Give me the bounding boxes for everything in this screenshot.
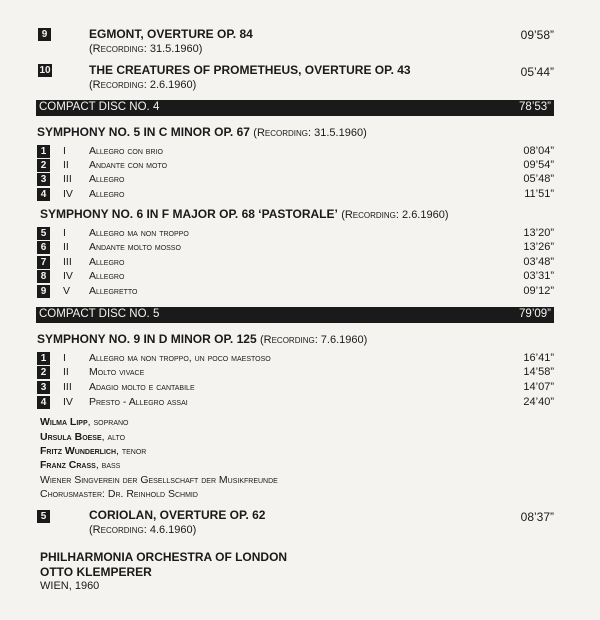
movement-numeral: III	[63, 381, 72, 393]
soloist-name: Ursula Boese	[40, 431, 102, 443]
recording-date: (Recording: 4.6.1960)	[89, 524, 197, 536]
soloist	[40, 416, 128, 428]
recording-date: (Recording: 31.5.1960)	[253, 127, 367, 139]
track-duration: 03’31”	[523, 270, 554, 282]
track-number: 3	[37, 381, 50, 394]
track-duration: 13’26”	[523, 241, 554, 253]
place-date: WIEN, 1960	[40, 580, 100, 592]
track-duration: 14’07”	[523, 381, 554, 393]
track-duration: 09’54”	[523, 159, 554, 171]
track-title: THE CREATURES OF PROMETHEUS, OVERTURE OP. 43	[89, 63, 411, 77]
movement-numeral: V	[63, 285, 71, 297]
disc-header	[36, 307, 554, 323]
track-number: 1	[37, 352, 50, 365]
track-number: 6	[37, 241, 50, 254]
track-number: 9	[37, 285, 50, 298]
movement-tempo: Allegro	[89, 188, 125, 200]
track-number: 7	[37, 256, 50, 269]
track-number: 5	[37, 510, 50, 523]
track-number: 2	[37, 366, 50, 379]
movement-numeral: III	[63, 173, 72, 185]
work-title: SYMPHONY NO. 6 IN F MAJOR OP. 68 ‘PASTORALE’	[40, 207, 338, 221]
track-duration: 16’41”	[523, 352, 554, 364]
movement-numeral: I	[63, 145, 66, 157]
recording-date: (Recording: 2.6.1960)	[89, 79, 197, 91]
movement-tempo: Allegro ma non troppo, un poco maestoso	[89, 352, 271, 364]
choir: Wiener Singverein der Gesellschaft der Musikfreunde	[40, 474, 278, 486]
track-number: 5	[37, 227, 50, 240]
track-title: CORIOLAN, OVERTURE OP. 62	[89, 508, 266, 522]
movement-numeral: IV	[63, 270, 73, 282]
soloist-role: , alto	[101, 431, 126, 443]
movement-tempo: Allegro	[89, 270, 125, 282]
soloist	[40, 445, 146, 457]
movement-numeral: II	[63, 241, 69, 253]
track-title: EGMONT, OVERTURE OP. 84	[89, 27, 253, 41]
track-duration: 11’51”	[524, 188, 554, 200]
movement-tempo: Allegro	[89, 256, 125, 268]
movement-numeral: I	[63, 227, 66, 239]
track-duration: 08’04”	[523, 145, 554, 157]
track-number: 3	[37, 173, 50, 186]
track-number: 8	[37, 270, 50, 283]
movement-numeral: IV	[63, 396, 73, 408]
work-heading	[37, 125, 367, 139]
movement-tempo: Molto vivace	[89, 366, 145, 378]
soloist-role: , tenor	[116, 445, 147, 457]
movement-numeral: II	[63, 159, 69, 171]
track-duration: 05’48”	[523, 173, 554, 185]
movement-tempo: Allegretto	[89, 285, 138, 297]
track-duration: 05’44”	[520, 65, 554, 79]
movement-numeral: IV	[63, 188, 73, 200]
work-heading	[40, 207, 449, 221]
soloist-name: Wilma Lipp	[40, 416, 88, 428]
movement-numeral: III	[63, 256, 72, 268]
movement-tempo: Adagio molto e cantabile	[89, 381, 195, 393]
soloist-name: Fritz Wunderlich	[40, 445, 117, 457]
track-duration: 09’58”	[520, 28, 554, 42]
track-duration: 03’48”	[523, 256, 554, 268]
recording-date: (Recording: 7.6.1960)	[259, 334, 368, 346]
movement-tempo: Andante molto mosso	[89, 241, 181, 253]
disc-duration: 79’09”	[519, 308, 551, 320]
work-title: SYMPHONY NO. 5 IN C MINOR OP. 67	[37, 125, 250, 139]
track-number: 1	[37, 145, 50, 158]
soloist-role: , soprano	[87, 416, 129, 428]
track-number: 10	[39, 65, 51, 76]
movement-numeral: I	[63, 352, 66, 364]
recording-date: (Recording: 31.5.1960)	[89, 43, 203, 55]
conductor-credit: OTTO KLEMPERER	[40, 565, 152, 579]
disc-label: COMPACT DISC NO. 5	[39, 308, 160, 320]
work-heading	[37, 332, 367, 346]
movement-tempo: Allegro con brio	[89, 145, 163, 157]
recording-date: (Recording: 2.6.1960)	[341, 209, 449, 221]
track-duration: 08’37”	[520, 510, 554, 524]
track-duration: 14’58”	[523, 366, 554, 378]
movement-tempo: Allegro ma non troppo	[89, 227, 189, 239]
track-number: 9	[38, 28, 51, 41]
track-number: 2	[37, 159, 50, 172]
work-title: SYMPHONY NO. 9 IN D MINOR OP. 125	[37, 332, 257, 346]
orchestra-credit: PHILHARMONIA ORCHESTRA OF LONDON	[40, 550, 288, 564]
movement-tempo: Allegro	[89, 173, 125, 185]
movement-tempo: Presto - Allegro assai	[89, 396, 188, 408]
track-duration: 13’20”	[523, 227, 554, 239]
disc-duration: 78’53”	[519, 101, 551, 113]
track-duration: 09’12”	[523, 285, 554, 297]
soloist-role: , bass	[95, 459, 121, 471]
soloist	[40, 431, 125, 443]
track-number: 4	[37, 188, 50, 201]
movement-numeral: II	[63, 366, 69, 378]
soloist	[40, 459, 120, 471]
track-duration: 24’40”	[523, 396, 554, 408]
chorusmaster: Chorusmaster: Dr. Reinhold Schmid	[40, 488, 198, 500]
soloist-name: Franz Crass	[40, 459, 96, 471]
disc-header	[36, 100, 554, 116]
movement-tempo: Andante con moto	[89, 159, 168, 171]
track-number: 4	[37, 396, 50, 409]
disc-label: COMPACT DISC NO. 4	[39, 101, 160, 113]
